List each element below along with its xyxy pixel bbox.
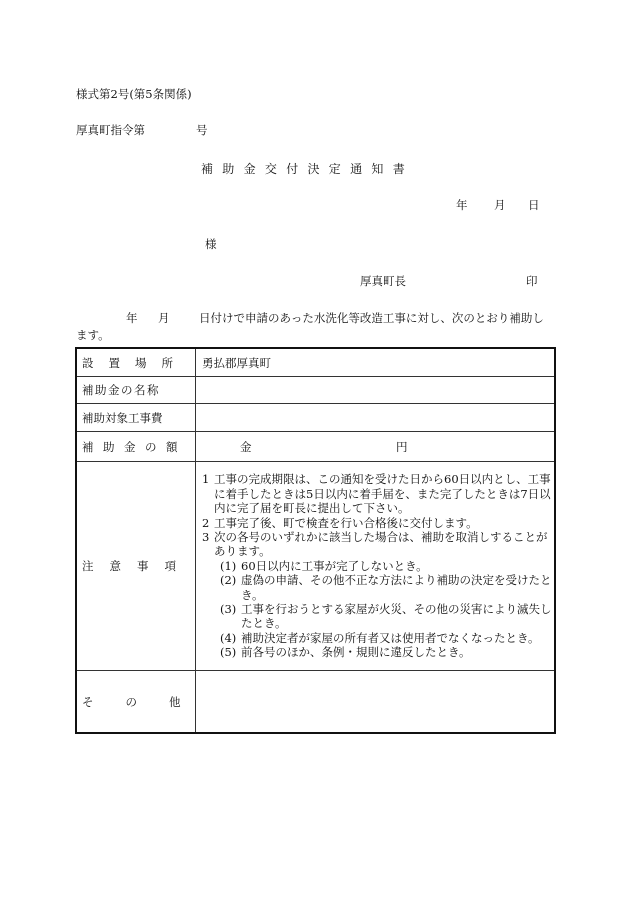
note-sub-text: 60日以内に工事が完了しないとき。 [241,558,428,573]
location-value: 勇払郡厚真町 [196,348,556,377]
form-number-label: 様式第2号(第5条関係) [76,87,192,101]
note-sub-item [202,602,554,631]
note-sub-item [202,573,554,602]
intro-text: 日付けで申請のあった水洗化等改造工事に対し、次のとおり補助し [199,311,544,325]
note-number: 3 [202,529,210,544]
amount-prefix: 金 [240,439,252,454]
date-day-label: 日 [528,198,540,212]
document-title: 補助金交付決定通知書 [201,162,415,176]
note-sub-number: (2) [220,573,237,588]
location-label: 設置場所 [76,348,196,377]
order-number-prefix: 厚真町指令第 [76,123,145,137]
other-value [196,671,556,734]
table-row-location [76,348,555,377]
subsidy-name-label: 補助金の名称 [76,377,196,404]
recipient-honorific: 様 [205,237,217,251]
target-work-cost-value [196,404,556,432]
notes-label: 注意事項 [76,462,196,671]
note-sub-number: (3) [220,602,237,617]
date-year-label: 年 [456,198,468,212]
note-item [202,530,554,559]
note-sub-text: 工事を行おうとする家屋が火災、その他の災害により滅失したとき。 [241,602,552,631]
note-text: 工事の完成期限は、この通知を受けた日から60日以内とし、工事に着手したときは5日以内に着手届を、また完了したときは7日以内に完了届を町長に提出して下さい。 [214,472,551,516]
note-sub-text: 補助決定者が家屋の所有者又は使用者でなくなったとき。 [241,630,540,645]
note-number: 1 [202,472,210,487]
note-number: 2 [202,515,210,530]
intro-text-continued: ます。 [76,328,110,342]
note-item [202,516,554,530]
other-label: その他 [76,671,196,734]
note-item [202,472,554,515]
notes-content [196,462,556,671]
subsidy-amount-label: 補助金の額 [76,432,196,462]
note-sub-number: (1) [220,558,237,573]
table-row-other [76,671,555,734]
table-row-subsidy-name [76,377,555,404]
target-work-cost-label: 補助対象工事費 [76,404,196,432]
order-number-suffix: 号 [196,123,208,137]
table-row-target-work-cost [76,404,555,432]
intro-month-label: 月 [158,311,170,325]
subsidy-amount-value [196,432,556,462]
issuer-name: 厚真町長 [360,274,406,288]
intro-year-label: 年 [126,311,138,325]
note-sub-item [202,559,554,573]
seal-mark: 印 [526,274,538,288]
table-row-notes [76,462,555,671]
note-sub-number: (4) [220,630,237,645]
note-text: 工事完了後、町で検査を行い合格後に交付します。 [214,515,478,530]
note-sub-item [202,631,554,645]
note-sub-number: (5) [220,645,237,660]
note-sub-item [202,645,554,659]
note-sub-text: 虚偽の申請、その他不正な方法により補助の決定を受けたとき。 [241,573,552,602]
date-month-label: 月 [494,198,506,212]
subsidy-name-value [196,377,556,404]
note-sub-text: 前各号のほか、条例・規則に違反したとき。 [241,645,471,660]
table-row-subsidy-amount [76,432,555,462]
amount-unit: 円 [396,439,408,454]
subsidy-details-table [75,347,556,734]
note-text: 次の各号のいずれかに該当した場合は、補助を取消しすることがあります。 [214,529,548,559]
